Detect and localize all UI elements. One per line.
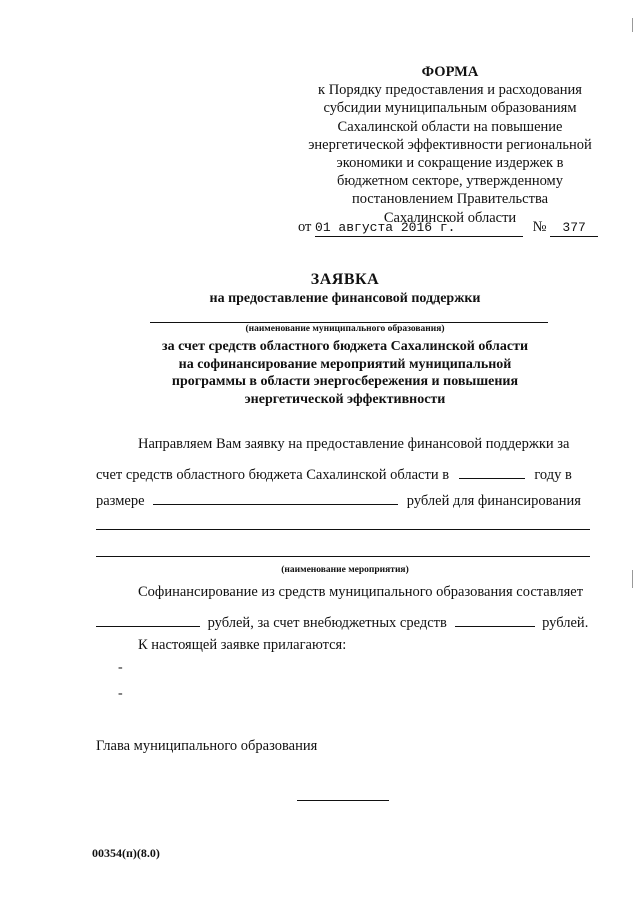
funding-purpose-line: энергетической эффективности	[244, 391, 446, 407]
application-subtitle: на предоставление финансовой поддержки	[209, 291, 481, 306]
body-line-3-end: рублей для финансирования	[406, 493, 581, 509]
body-line-2-text: счет средств областного бюджета Сахалинской области в	[96, 467, 450, 483]
form-approval-line: бюджетном секторе, утвержденному	[336, 173, 563, 190]
funding-purpose-line: за счет средств областного бюджета Сахалинской области	[161, 339, 529, 354]
application-title: ЗАЯВКА	[310, 271, 380, 288]
form-title: ФОРМА	[421, 64, 479, 80]
head-label: Глава муниципального образования	[96, 738, 318, 754]
number-value: 377	[550, 220, 598, 237]
form-approval-line: субсидии муниципальным образованиям	[323, 100, 577, 117]
municipality-caption: (наименование муниципального образования)	[245, 324, 445, 334]
form-approval-block	[290, 63, 610, 227]
amount-blank	[153, 490, 398, 505]
attachment-dash: -	[118, 686, 123, 701]
year-blank	[459, 464, 525, 479]
cofinancing-line-2	[96, 612, 596, 632]
document-code: 00354(п)(8.0)	[92, 846, 160, 860]
event-name-line	[96, 556, 590, 557]
form-approval-line: Сахалинской области на повышение	[337, 118, 563, 135]
scan-edge-mark	[632, 570, 633, 588]
body-line-1: Направляем Вам заявку на предоставление финансовой поддержки за	[138, 436, 570, 452]
form-approval-line: энергетической эффективности региональной	[308, 136, 592, 153]
signature-line	[297, 800, 389, 801]
event-caption: (наименование мероприятия)	[281, 565, 409, 575]
extrabudget-amount-blank	[455, 612, 535, 627]
body-line-3	[96, 490, 596, 510]
form-approval-line: к Порядку предоставления и расходования	[318, 82, 582, 99]
number-label: №	[532, 219, 547, 235]
date-value: 01 августа 2016 г.	[315, 220, 523, 237]
funding-purpose-line: на софинансирование мероприятий муниципальной	[178, 356, 512, 372]
form-approval-line: Сахалинской области	[383, 209, 517, 226]
funding-purpose-block	[95, 338, 595, 408]
event-name-line	[96, 529, 590, 530]
scan-edge-mark	[632, 18, 633, 32]
funding-purpose-line: программы в области энергосбережения и повышения	[171, 374, 519, 389]
date-prefix: от	[298, 219, 312, 235]
attachment-dash: -	[118, 660, 123, 675]
body-line-2	[96, 464, 596, 484]
date-number-line	[298, 219, 603, 239]
form-approval-line: экономики и сокращение издержек в	[336, 155, 564, 172]
cofinancing-line-1: Софинансирование из средств муниципального образования составляет	[138, 584, 584, 600]
municipal-amount-blank	[96, 612, 200, 627]
body-line-3-text: размере	[96, 493, 145, 509]
form-approval-line: постановлением Правительства	[351, 191, 549, 208]
cofinancing-line-2-text: рублей, за счет внебюджетных средств	[207, 615, 447, 631]
cofinancing-line-2-end: рублей.	[542, 615, 589, 631]
municipality-name-line	[150, 322, 548, 323]
body-line-2-end: году в	[534, 467, 572, 483]
attachments-label: К настоящей заявке прилагаются:	[138, 637, 347, 653]
